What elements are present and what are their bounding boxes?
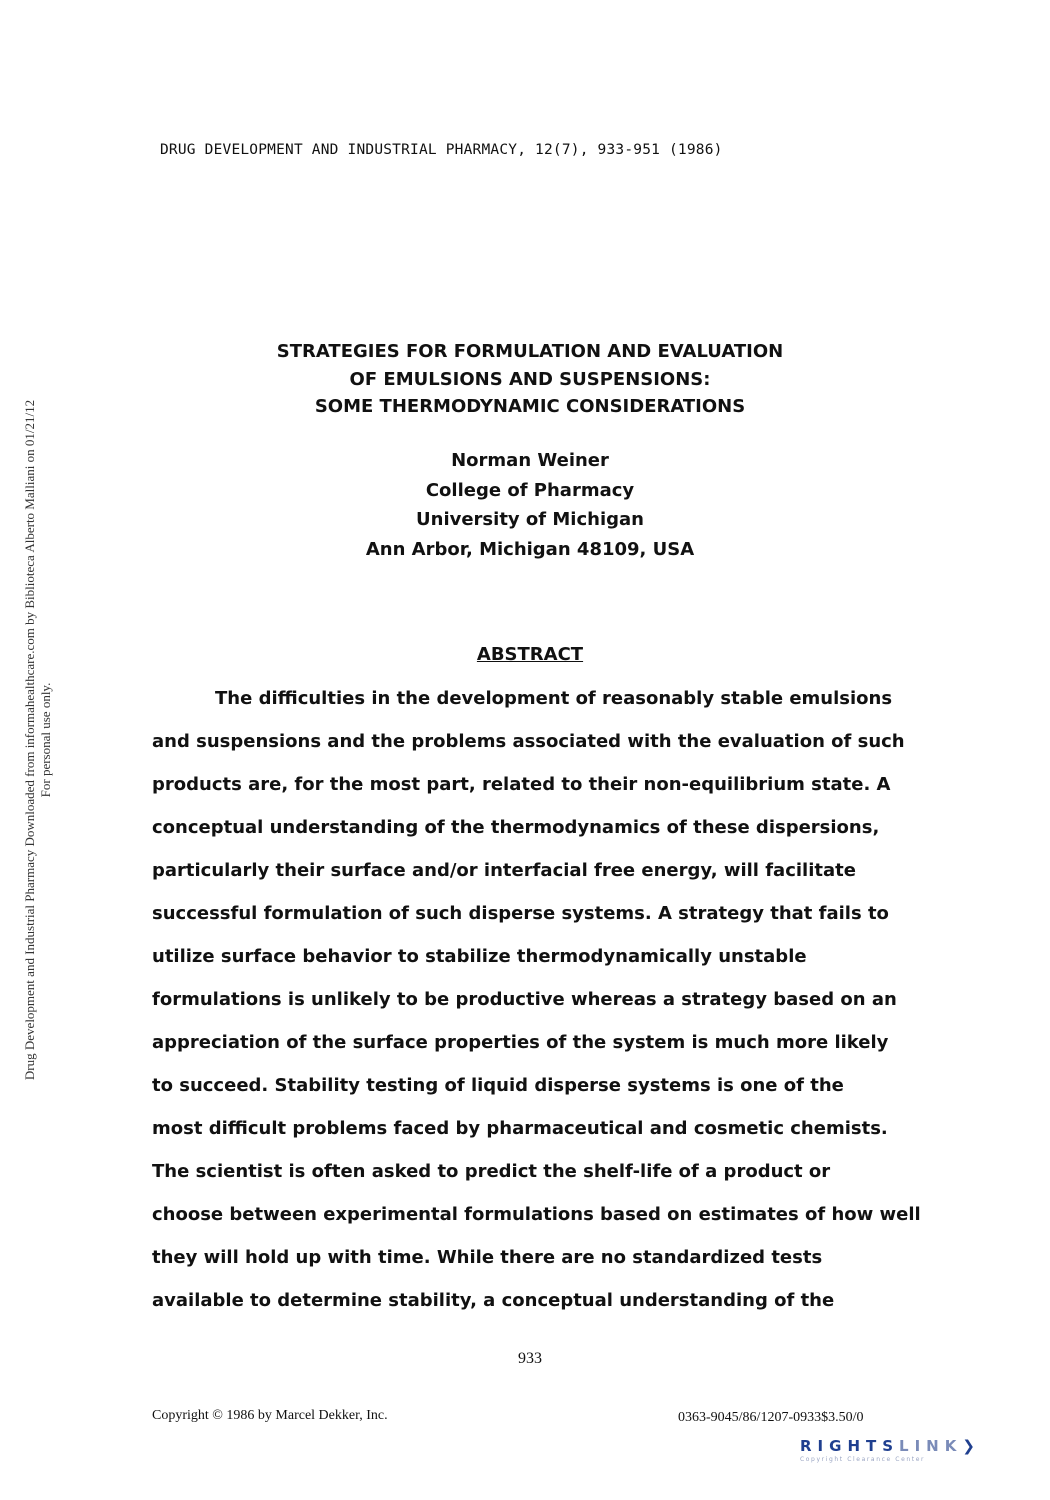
rightslink-arrow-icon: ❯ (962, 1437, 975, 1455)
abstract-line: most difficult problems faced by pharmaceutical and cosmetic chemists. (152, 1118, 888, 1139)
download-watermark (22, 290, 54, 1190)
abstract-line: products are, for the most part, related to their non-equilibrium state. A (152, 774, 891, 795)
author-university: University of Michigan (416, 509, 644, 530)
rightslink-logo[interactable] (800, 1437, 1030, 1473)
watermark-line-2: For personal use only. (38, 682, 53, 798)
title-line-1: STRATEGIES FOR FORMULATION AND EVALUATION (276, 341, 784, 362)
abstract-line: choose between experimental formulations based on estimates of how well (152, 1204, 921, 1225)
page-number: 933 (518, 1350, 542, 1367)
rightslink-rights-text: RIGHTS (800, 1437, 900, 1455)
abstract-line: and suspensions and the problems associated with the evaluation of such (152, 731, 905, 752)
abstract-line: utilize surface behavior to stabilize thermodynamically unstable (152, 946, 807, 967)
abstract-line: appreciation of the surface properties of the system is much more likely (152, 1032, 889, 1053)
abstract-line: particularly their surface and/or interfacial free energy, will facilitate (152, 860, 856, 881)
rightslink-wordmark (800, 1437, 1030, 1455)
abstract-heading: ABSTRACT (476, 644, 584, 665)
abstract-line: conceptual understanding of the thermodynamics of these dispersions, (152, 817, 880, 838)
abstract-line: to succeed. Stability testing of liquid disperse systems is one of the (152, 1075, 844, 1096)
rightslink-tagline: Copyright Clearance Center (800, 1456, 926, 1463)
author-department: College of Pharmacy (425, 479, 635, 501)
abstract-line: The difficulties in the development of reasonably stable emulsions (215, 688, 893, 709)
title-line-2: OF EMULSIONS AND SUSPENSIONS: (349, 368, 711, 390)
author-address: Ann Arbor, Michigan 48109, USA (365, 538, 695, 560)
abstract-line: they will hold up with time. While there are no standardized tests (152, 1247, 823, 1268)
abstract-line: successful formulation of such disperse systems. A strategy that fails to (152, 903, 889, 924)
title-line-3: SOME THERMODYNAMIC CONSIDERATIONS (314, 396, 746, 417)
abstract-line: The scientist is often asked to predict the shelf-life of a product or (152, 1161, 831, 1182)
watermark-line-1: Drug Development and Industrial Pharmacy Downloaded from informahealthcare.com by Biblioteca Alberto Malliani on 01/21/12 (22, 399, 37, 1081)
abstract-line: formulations is unlikely to be productive whereas a strategy based on an (152, 989, 897, 1010)
abstract-line: available to determine stability, a conceptual understanding of the (152, 1290, 835, 1311)
article-title (230, 338, 830, 421)
author-affiliation (230, 446, 830, 564)
journal-header: DRUG DEVELOPMENT AND INDUSTRIAL PHARMACY, 12(7), 933-951 (1986) (160, 142, 723, 158)
copyright-notice: Copyright © 1986 by Marcel Dekker, Inc. (152, 1408, 388, 1423)
rightslink-link-text: LINK (899, 1437, 963, 1455)
issn-code: 0363-9045/86/1207-0933$3.50/0 (678, 1410, 864, 1425)
author-name: Norman Weiner (451, 450, 609, 471)
